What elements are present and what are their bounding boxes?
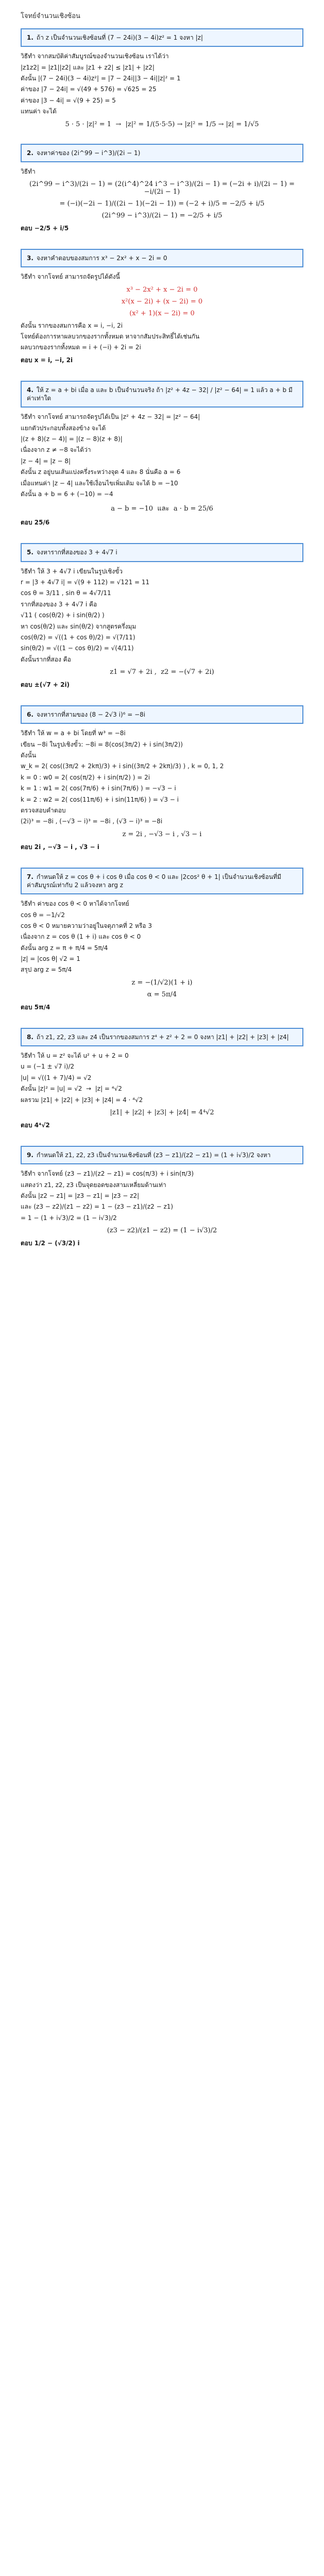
- problem-question: ให้ z = a + bi เมื่อ a และ b เป็นจำนวนจริง ถ้า |z² + 4z − 32| / |z² − 64| = 1 แล้ว a + b มีค่าเท่าใด: [27, 386, 293, 402]
- solution-line: u = (−1 ± √7 i)/2: [21, 1063, 75, 1071]
- solution-line: ดังนั้น รากของสมการคือ x = i, −i, 2i: [21, 321, 123, 329]
- solution-line: ค่าของ |3 − 4i| = √(9 + 25) = 5: [21, 96, 116, 104]
- math-expression: (z3 − z2)/(z1 − z2) = (1 − i√3)/2: [107, 1227, 217, 1235]
- answer-line: ตอบ 1/2 − (√3/2) i: [21, 1240, 80, 1247]
- solution-line: ดังนั้น |z|² = |u| = √2 → |z| = ⁴√2: [21, 1085, 122, 1093]
- solution-line: วิธีทำ ค่าของ cos θ < 0 หาได้จากโจทย์: [21, 900, 129, 908]
- problem-number: 8.: [27, 1033, 33, 1041]
- math-expression: α = 5π/4: [147, 990, 177, 998]
- problem-block: [21, 381, 303, 528]
- problem-number: 2.: [27, 149, 33, 157]
- solution-line: w_k = 2( cos((3π/2 + 2kπ)/3) + i sin((3π/2 + 2kπ)/3) ) , k = 0, 1, 2: [21, 762, 224, 770]
- solution-line: ค่าของ |7 − 24i| = √(49 + 576) = √625 = 25: [21, 86, 157, 93]
- solution-line: ดังนั้นรากที่สอง คือ: [21, 655, 71, 663]
- solution-line: sin(θ/2) = √((1 − cos θ)/2) = √(4/11): [21, 645, 134, 652]
- problem-question: ถ้า z เป็นจำนวนเชิงซ้อนที่ (7 − 24i)(3 − 4i)z² = 1 จงหา |z|: [36, 34, 203, 41]
- answer-line: ตอบ 2i , −√3 − i , √3 − i: [21, 843, 99, 851]
- solution-line: วิธีทำ จากโจทย์ สามารถจัดรูปได้ดังนี้: [21, 273, 120, 281]
- solution-line: √11 ( cos(θ/2) + i sin(θ/2) ): [21, 612, 105, 619]
- problem-number: 4.: [27, 386, 33, 394]
- solution-line: k = 2 : w2 = 2( cos(11π/6) + i sin(11π/6) ) = √3 − i: [21, 795, 179, 803]
- solution-line: |(z + 8)(z − 4)| = |(z − 8)(z + 8)|: [21, 435, 123, 443]
- solution-line: วิธีทำ ให้ w = a + bi โดยที่ w³ = −8i: [21, 730, 126, 737]
- problem-question: จงหารากที่สองของ 3 + 4√7 i: [36, 549, 117, 556]
- problem-statement: [21, 705, 303, 724]
- solution-line: |z1z2| = |z1||z2| และ |z1 + z2| ≤ |z1| + |z2|: [21, 63, 155, 71]
- solution-line: วิธีทำ จากสมบัติค่าสัมบูรณ์ของจำนวนเชิงซ้อน เราได้ว่า: [21, 53, 169, 60]
- solution-line: k = 1 : w1 = 2( cos(7π/6) + i sin(7π/6) ) = −√3 − i: [21, 785, 176, 792]
- math-expression-highlight: (x² + 1)(x − 2i) = 0: [129, 309, 195, 317]
- problem-statement: [21, 28, 303, 47]
- solution-line: เนื่องจาก z = cos θ (1 + i) และ cos θ < 0: [21, 933, 141, 941]
- problem-block: [21, 144, 303, 234]
- math-expression: z = 2i , −√3 − i , √3 − i: [122, 830, 202, 838]
- solution-line: วิธีทำ: [21, 167, 36, 175]
- problem-number: 9.: [27, 1151, 33, 1159]
- solution-line: ดังนั้น |(7 − 24i)(3 − 4i)z²| = |7 − 24i||3 − 4i||z|² = 1: [21, 74, 181, 82]
- solution-line: ดังนั้น a + b = 6 + (−10) = −4: [21, 490, 113, 498]
- solution-line: = 1 − (1 + i√3)/2 = (1 − i√3)/2: [21, 1214, 117, 1222]
- solution-line: วิธีทำ จากโจทย์ (z3 − z1)/(z2 − z1) = cos(π/3) + i sin(π/3): [21, 1170, 194, 1178]
- problem-question: กำหนดให้ z = cos θ + i cos θ เมื่อ cos θ < 0 และ |2cos² θ + 1| เป็นจำนวนเชิงซ้อนที่มีค่าสัมบูรณ์เท่ากับ 2 แล้วจงหา arg z: [27, 873, 281, 889]
- solution-line: แทนค่า จะได้: [21, 108, 57, 115]
- solution-line: ดังนั้น |z2 − z1| = |z3 − z1| = |z3 − z2|: [21, 1192, 140, 1199]
- solution-line: k = 0 : w0 = 2( cos(π/2) + i sin(π/2) ) = 2i: [21, 773, 150, 781]
- math-expression: |z1| + |z2| + |z3| + |z4| = 4⁴√2: [110, 1109, 214, 1117]
- solution-line: |u| = √((1 + 7)/4) = √2: [21, 1074, 92, 1081]
- problem-number: 1.: [27, 34, 33, 41]
- problem-number: 7.: [27, 873, 33, 880]
- solution-line: |z − 4| = |z − 8|: [21, 457, 71, 465]
- problem-list: [21, 28, 303, 1248]
- problem-question: ถ้า z1, z2, z3 และ z4 เป็นรากของสมการ z⁴ + z² + 2 = 0 จงหา |z1| + |z2| + |z3| + |z4|: [36, 1033, 289, 1041]
- problem-statement: [21, 249, 303, 267]
- math-expression-highlight: x³ − 2x² + x − 2i = 0: [126, 285, 198, 294]
- math-expression: = (−i)(−2i − 1)/((2i − 1)(−2i − 1)) = (−2 + i)/5 = −2/5 + i/5: [59, 200, 265, 208]
- answer-line: ตอบ 5π/4: [21, 1003, 50, 1011]
- problem-block: [21, 1146, 303, 1248]
- solution-line: ตรวจสอบคำตอบ: [21, 806, 66, 814]
- problem-statement: [21, 144, 303, 162]
- problem-block: [21, 543, 303, 690]
- solution-line: วิธีทำ ให้ u = z² จะได้ u² + u + 2 = 0: [21, 1052, 129, 1060]
- math-expression: a − b = −10 และ a · b = 25/6: [111, 505, 213, 513]
- solution-line: ดังนั้น arg z = π + π/4 = 5π/4: [21, 944, 108, 952]
- solution-line: และ (z3 − z2)/(z1 − z2) = 1 − (z3 − z1)/(z2 − z1): [21, 1203, 174, 1211]
- problem-statement: [21, 868, 303, 894]
- problem-question: จงหาคำตอบของสมการ x³ − 2x² + x − 2i = 0: [36, 255, 167, 262]
- solution-line: รากที่สองของ 3 + 4√7 i คือ: [21, 600, 97, 608]
- solution-line: r = |3 + 4√7 i| = √(9 + 112) = √121 = 11: [21, 578, 150, 586]
- math-expression: z1 = √7 + 2i , z2 = −(√7 + 2i): [110, 668, 214, 676]
- answer-line: ตอบ ±(√7 + 2i): [21, 681, 70, 689]
- solution-line: ผลบวกของรากทั้งหมด = i + (−i) + 2i = 2i: [21, 344, 141, 351]
- problem-number: 5.: [27, 549, 33, 556]
- math-expression: z = −(1/√2)(1 + i): [131, 978, 193, 987]
- problem-question: กำหนดให้ z1, z2, z3 เป็นจำนวนเชิงซ้อนที่ (z3 − z1)/(z2 − z1) = (1 + i√3)/2 จงหา: [36, 1151, 271, 1159]
- math-expression: (2i^99 − i^3)/(2i − 1) = −2/5 + i/5: [101, 212, 223, 220]
- solution-line: เนื่องจาก z ≠ −8 จะได้ว่า: [21, 446, 91, 454]
- solution-line: วิธีทำ จากโจทย์ สามารถจัดรูปได้เป็น |z² + 4z − 32| = |z² − 64|: [21, 413, 200, 421]
- solution-line: วิธีทำ ให้ 3 + 4√7 i เขียนในรูปเชิงขั้ว: [21, 567, 123, 575]
- solution-line: ดังนั้น: [21, 752, 37, 759]
- problem-statement: [21, 1146, 303, 1164]
- solution-line: ดังนั้น z อยู่บนเส้นแบ่งครึ่งระหว่างจุด 4 และ 8 นั่นคือ a = 6: [21, 468, 181, 476]
- solution-line: cos(θ/2) = √((1 + cos θ)/2) = √(7/11): [21, 633, 135, 641]
- problem-block: [21, 28, 303, 128]
- solution-line: เมื่อแทนค่า |z − 4| และใช้เงื่อนไขเพิ่มเติม จะได้ b = −10: [21, 479, 178, 487]
- solution-line: สรุป arg z = 5π/4: [21, 966, 72, 974]
- solution-line: โจทย์ต้องการหาผลบวกของรากทั้งหมด หาจากสัมประสิทธิ์ได้เช่นกัน: [21, 333, 200, 341]
- solution-line: cos θ = −1/√2: [21, 911, 65, 919]
- problem-block: [21, 249, 303, 365]
- solution-line: เขียน −8i ในรูปเชิงขั้ว: −8i = 8(cos(3π/2) + i sin(3π/2)): [21, 740, 183, 748]
- problem-statement: [21, 381, 303, 408]
- solution-line: แสดงว่า z1, z2, z3 เป็นจุดยอดของสามเหลี่ยมด้านเท่า: [21, 1181, 166, 1189]
- answer-line: ตอบ 4⁴√2: [21, 1122, 50, 1129]
- document-title: โจทย์จำนวนเชิงซ้อน: [21, 12, 80, 20]
- solution-line: (2i)³ = −8i , (−√3 − i)³ = −8i , (√3 − i)³ = −8i: [21, 818, 163, 825]
- problem-question: จงหารากที่สามของ (8 − 2√3 i)⁶ = −8i: [36, 711, 146, 719]
- solution-line: cos θ < 0 หมายความว่าอยู่ในจตุภาคที่ 2 หรือ 3: [21, 922, 152, 929]
- answer-line: ตอบ −2/5 + i/5: [21, 225, 69, 232]
- solution-line: แยกตัวประกอบทั้งสองข้าง จะได้: [21, 424, 106, 432]
- problem-question: จงหาค่าของ (2i^99 − i^3)/(2i − 1): [36, 149, 141, 157]
- solution-line: cos θ = 3/11 , sin θ = 4√7/11: [21, 589, 111, 597]
- math-expression: (2i^99 − i^3)/(2i − 1) = (2(i^4)^24 i^3 − i^3)/(2i − 1) = (−2i + i)/(2i − 1) = −i/(2i − 1): [29, 180, 297, 196]
- solution-line: |z| = |cos θ| √2 = 1: [21, 955, 80, 963]
- math-expression: 5 · 5 · |z|² = 1 → |z|² = 1/(5·5·5) → |z|² = 1/5 → |z| = 1/√5: [65, 120, 259, 128]
- solution-line: ผลรวม |z1| + |z2| + |z3| + |z4| = 4 · ⁴√2: [21, 1096, 143, 1104]
- problem-block: [21, 868, 303, 1012]
- problem-statement: [21, 1028, 303, 1046]
- math-expression-highlight: x²(x − 2i) + (x − 2i) = 0: [121, 297, 203, 306]
- problem-block: [21, 705, 303, 852]
- solution-line: หา cos(θ/2) และ sin(θ/2) จากสูตรครึ่งมุม: [21, 622, 137, 630]
- problem-number: 6.: [27, 711, 33, 719]
- problem-block: [21, 1028, 303, 1130]
- answer-line: ตอบ x = i, −i, 2i: [21, 356, 73, 364]
- problem-statement: [21, 543, 303, 562]
- answer-line: ตอบ 25/6: [21, 519, 50, 527]
- problem-number: 3.: [27, 255, 33, 262]
